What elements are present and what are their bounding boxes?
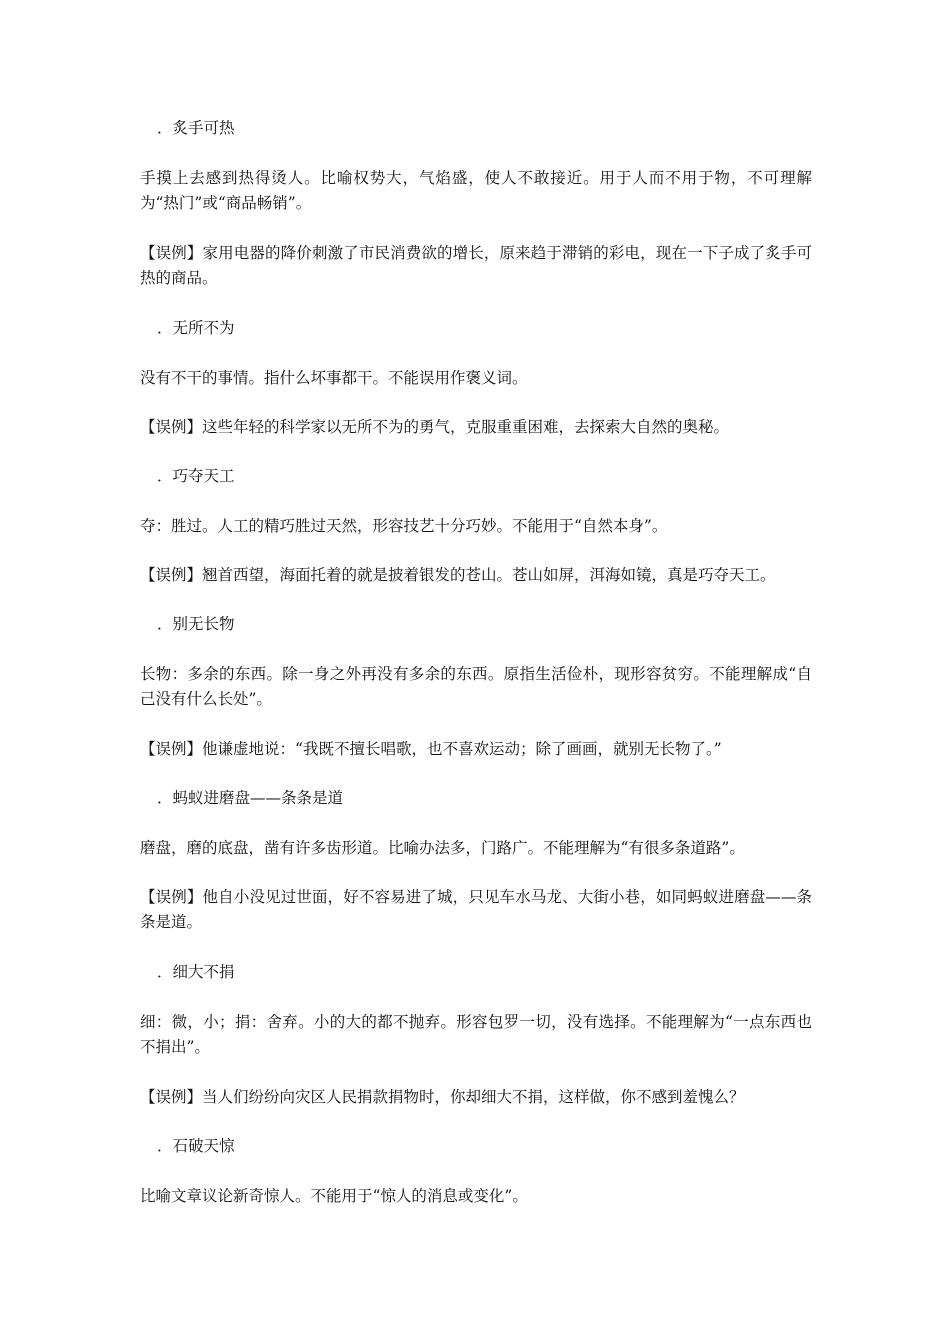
idiom-heading: ．炙手可热 [157, 119, 235, 137]
misuse-tag: 【误例】 [140, 244, 203, 262]
idiom-heading: ．细大不捐 [157, 963, 235, 981]
idiom-entry-7 [140, 1134, 812, 1209]
misuse-example [140, 563, 812, 588]
misuse-sentence: 他自小没见过世面，好不容易进了城，只见车水马龙、大街小巷，如同蚂蚁进磨盘——条条是道。 [140, 888, 812, 931]
idiom-heading: ．蚂蚁进磨盘——条条是道 [157, 789, 344, 807]
idiom-entry-6 [140, 960, 812, 1110]
misuse-sentence: 当人们纷纷向灾区人民捐款捐物时，你却细大不捐，这样做，你不感到羞愧么？ [202, 1088, 745, 1106]
misuse-example [140, 1085, 812, 1110]
misuse-tag: 【误例】 [140, 566, 203, 584]
misuse-sentence: 家用电器的降价刺激了市民消费欲的增长，原来趋于滞销的彩电，现在一下子成了炙手可热的商品。 [140, 244, 812, 287]
misuse-sentence: 翘首西望，海面托着的就是披着银发的苍山。苍山如屏，洱海如镜，真是巧夺天工。 [202, 566, 776, 584]
misuse-sentence: 他谦虚地说：“我既不擅长唱歌，也不喜欢运动；除了画画，就别无长物了。” [202, 740, 722, 758]
idiom-definition: 没有不干的事情。指什么坏事都干。不能误用作褒义词。 [140, 369, 528, 387]
idiom-entry-4 [140, 612, 812, 762]
idiom-heading: ．别无长物 [157, 615, 235, 633]
misuse-tag: 【误例】 [140, 740, 203, 758]
misuse-tag: 【误例】 [140, 418, 203, 436]
misuse-example [140, 415, 812, 440]
idiom-entry-2 [140, 316, 812, 440]
idiom-definition: 比喻文章议论新奇惊人。不能用于“惊人的消息或变化”。 [140, 1187, 528, 1205]
misuse-tag: 【误例】 [140, 1088, 203, 1106]
document-body [140, 116, 812, 1233]
idiom-entry-1 [140, 116, 812, 291]
misuse-example [140, 241, 812, 291]
misuse-sentence: 这些年轻的科学家以无所不为的勇气，克服重重困难，去探索大自然的奥秘。 [202, 418, 730, 436]
misuse-tag: 【误例】 [140, 888, 203, 906]
idiom-entry-3 [140, 464, 812, 588]
misuse-example [140, 885, 812, 935]
idiom-heading: ．无所不为 [157, 319, 235, 337]
misuse-example [140, 737, 812, 762]
idiom-heading: ．石破天惊 [157, 1137, 235, 1155]
idiom-definition: 夺：胜过。人工的精巧胜过天然，形容技艺十分巧妙。不能用于“自然本身”。 [140, 517, 668, 535]
idiom-entry-5 [140, 786, 812, 935]
idiom-definition: 细：微，小；捐：舍弃。小的大的都不抛弃。形容包罗一切，没有选择。不能理解为“一点东西也不捐出”。 [140, 1013, 812, 1056]
idiom-definition: 长物：多余的东西。除一身之外再没有多余的东西。原指生活俭朴，现形容贫穷。不能理解成“自己没有什么长处”。 [140, 665, 812, 708]
idiom-definition: 磨盘，磨的底盘，凿有许多齿形道。比喻办法多，门路广。不能理解为“有很多条道路”。 [140, 839, 745, 857]
idiom-definition: 手摸上去感到热得烫人。比喻权势大，气焰盛，使人不敢接近。用于人而不用于物，不可理解为“热门”或“商品畅销”。 [140, 169, 812, 212]
idiom-heading: ．巧夺天工 [157, 467, 235, 485]
